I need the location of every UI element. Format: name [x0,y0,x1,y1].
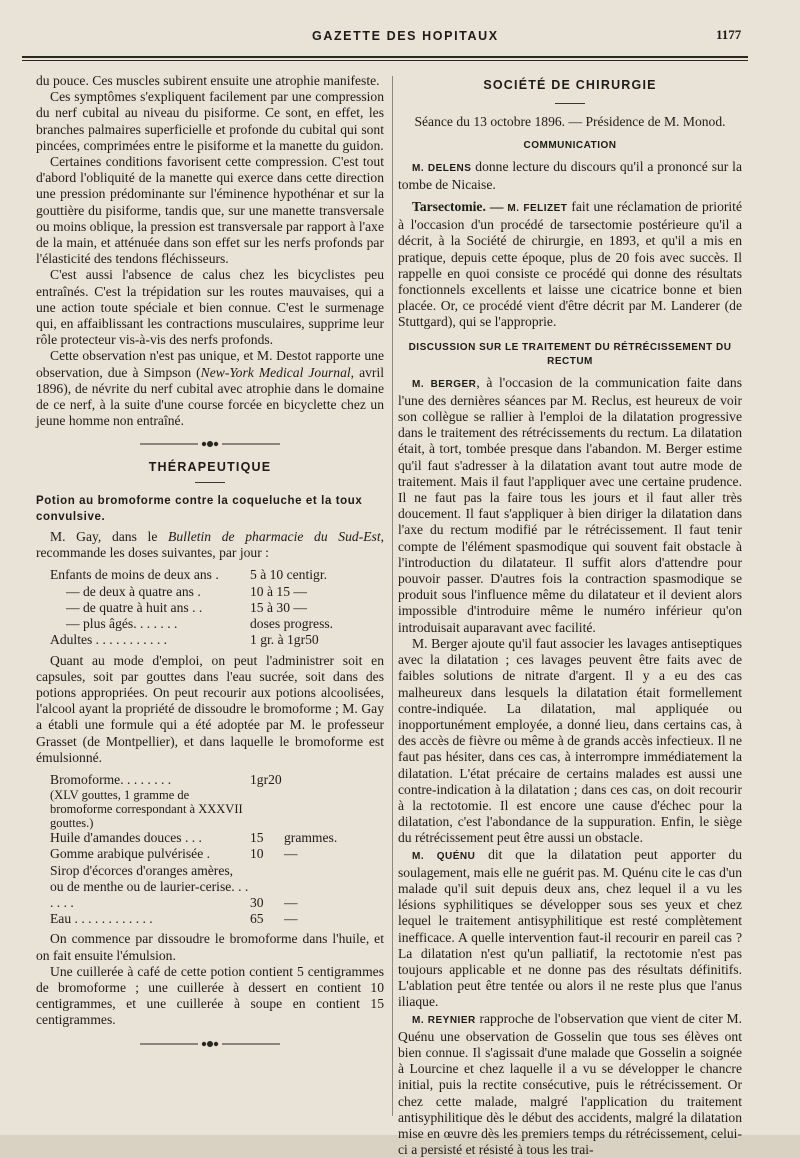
paragraph [36,348,384,429]
paragraph: Quant au mode d'emploi, on peut l'administrer soit en capsules, soit par gouttes dans l'eau sucrée, soit dans des potions appropriées. On peut recourir aux potions alcoolisées, l'alcool ayant la propriété de dissoudre le bromoforme ; M. Gay a établi une formule qui a été adoptée par M. le professeur Grasset (de Montpellier), et dans laquelle le bromoforme est émulsionné. [36,652,384,765]
speaker-name: M. DELENS [412,162,472,174]
ingredient: Eau . . . . . . . . . . . . [50,911,153,927]
paragraph: du pouce. Ces muscles subirent ensuite une atrophie manifeste. [36,73,380,88]
section-title-therapeutique: THÉRAPEUTIQUE [148,460,272,475]
ornament-divider [140,439,280,449]
table-row [50,846,350,862]
header-rule-thin [22,60,748,61]
dose-table [50,567,370,648]
quantity [250,788,284,830]
quantity: 65 [250,911,264,927]
text: , recommande les doses suivantes, par jour : [36,529,384,561]
quantity: 30 [250,894,264,910]
paragraph: C'est aussi l'absence de calus chez les bicyclistes peu entraînés. C'est la trépidation sur les routes mauvaises, qui a une action toute spéciale et bien connue. C'est le surmenage qui, en affaiblissant les contractions musculaires, supprime leur rôle protecteur vis-à-vis des nerfs profonds. [36,267,384,348]
paragraph [398,159,742,193]
dose-label: — plus âgés. . . . . . . [66,616,178,632]
recipe-table [50,772,350,927]
article-title: Potion au bromoforme contre la coqueluche et la toux convulsive. [36,494,363,523]
text: , avril 1896), de névrite du nerf cubital avec atrophie dans le domaine de ce nerf, à la suite d'une course forcée en bicyclette chez un jeune homme non entraîné. [36,364,384,429]
divider [555,103,585,104]
speaker-name: M. REYNIER [412,1014,476,1026]
journal-citation: New-York Medical Journal [200,364,351,380]
dose-value: 5 à 10 centigr. [250,567,328,583]
paragraph: M. Berger ajoute qu'il faut associer les lavages antiseptiques avec la dilatation ; ces lavages peuvent être faits avec de faibles solutions de nitrate d'argent. Il y a eu des cas malheureux dans lesquels la dilatation était formellement contre-indiquée. La dilatation, mal appliquée ou inopportunément employée, a donné lieu, dans certains cas, à des accès de fièvre ou même à de grands accès infectieux. Il ne faut pas hésiter, dans ces cas, à interrompre immédiatement la dilatation. L'état précaire de certains malades est aussi une contre-indication à la dilatation ; dans ces cas, on doit recourir à la rectotomie. Il est encore une cause d'échec pour la dilatation, c'est l'abondance de la suppuration. Enfin, le siège du rétrécissement peut être aussi un obstacle. [398,635,742,846]
paragraph: Ces symptômes s'expliquent facilement par une compression du nerf cubital au niveau du pisiforme. Ce sont, en effet, les branches palmaires superficielle et profonde du cubital qui sont pincées, comprimées entre le pisiforme et la manette du guidon. [36,89,384,153]
unit [284,788,350,830]
table-row [50,600,370,616]
subsection-discussion: DISCUSSION SUR LE TRAITEMENT DU RÉTRÉCISSEMENT DU RECTUM [408,341,732,367]
paragraph [398,847,742,1011]
dose-value: doses progress. [250,616,334,632]
ingredient: Bromoforme. . . . . . . . [50,771,172,787]
dose-label: — de deux à quatre ans . [66,583,201,599]
table-row [50,911,350,927]
text: rapproche de l'observation que vient de citer M. Quénu une observation de Gosselin que tous ses élèves ont bien connue. Il s'agissait d'une malade que Gosselin a soignée à Lourcine et chez laquelle il a vu se développer le chancre initial, puis la rectite consécutive, puis le rétrécissement. Or chez cette malade, malgré l'application du traitement antisyphilitique dès le début des accidents, malgré la dilatation mise en œuvre dès les premiers temps du rétrécissement, celui-ci a persisté et résisté à tous les trai- [398,1010,742,1158]
text: dit que la dilatation peut apporter du soulagement, mais elle ne guérit pas. M. Quénu cite le cas d'un malade qu'il suit depuis deux ans, chez lequel il a vu les lésions syphilitiques se développer sous ses yeux et chez lequel le traitement antisyphilitique est resté complètement inefficace. A quelle intervention faut-il recourir en pareil cas ? La dilatation n'est qu'un palliatif, la rectotomie n'est pas toujours applicable et ne donne pas des résultats définitifs. L'ablation peut être tentée ou alors il ne reste plus que l'anus iliaque. [398,846,742,1010]
ingredient: Sirop d'écorces d'oranges amères, ou de menthe ou de laurier-cerise. . . . . . . [50,862,249,910]
unit: — [284,846,298,862]
table-row [50,863,350,912]
header-rule [22,56,748,58]
journal-title: GAZETTE DES HOPITAUX [312,29,499,43]
quantity: 1gr20 [250,771,282,787]
journal-citation: Bulletin de pharmacie du Sud-Est [168,529,381,545]
page-number: 1177 [716,27,742,42]
paragraph: Une cuillerée à café de cette potion contient 5 centigrammes de bromoforme ; une cuillerée à dessert en contient 10 centigrammes, et une cuillerée à soupe en contient 15 centigrammes. [36,963,384,1028]
ingredient-note: (XLV gouttes, 1 gramme de bromoforme correspondant à XXXVII gouttes.) [50,788,243,831]
paragraph [398,199,742,331]
dose-label: Enfants de moins de deux ans . [50,567,219,583]
dose-value: 1 gr. à 1gr50 [250,632,319,648]
table-row [50,632,370,648]
paragraph [398,375,742,636]
text: fait une réclamation de priorité à l'occasion d'un procédé de tarsectomie postérieure qu'il a décrit, à la Société de chirurgie, en 1893, et qu'il a mis en pratique, depuis cette époque, plus de 20 fois avec succès. Il rappelle en quoi consiste ce procédé qui donne des résultats fonctionnels excellents et laisse une cicatrice bonne et bien placée. Or, ce procédé vient d'être décrit par M. Landerer (de Stuttgard), qui se l'approprie. [398,199,742,330]
section-title-societe: SOCIÉTÉ DE CHIRURGIE [483,78,657,92]
subsection-communication: COMMUNICATION [523,140,617,152]
table-row [50,772,350,788]
table-row [50,584,370,600]
dose-label: — de quatre à huit ans . . [66,599,203,615]
speaker-name: M. BERGER [412,378,477,390]
ingredient: Huile d'amandes douces . . . [50,830,202,846]
divider [195,482,225,483]
table-row [50,567,370,583]
text: Cette observation n'est pas unique, et M. Destot rapporte une observation, due à Simpson ( [36,348,384,380]
ingredient: Gomme arabique pulvérisée . [50,846,211,862]
speaker-name: M. FELIZET [507,203,568,215]
dose-value: 10 à 15 — [250,583,308,599]
unit: — [284,911,298,927]
ornament-divider [140,1039,280,1049]
running-header [0,28,800,50]
paragraph [36,529,384,561]
text: , à l'occasion de la communication faite dans l'une des dernières séances par M. Reclus, est heureux de voir son collègue se rallier à l'emploi de la dilatation progressive dans le traitement des rétrécissements du rectum. La dilatation était, à tort, tombée presque dans l'abandon. M. Berger estime qu'il faut s'adresser à la dilatation avant tout autre mode de traitement. Mais il faut l'appliquer avec une certaine prudence. Il ne faut pas la faire tous les jours et il faut aller très doucement. Il faut s'appliquer à bien diriger la dilatation dans l'axe du rectum modifié par le rétrécissement. Il faut tenir compte de l'élément spasmodique qui souvent fait obstacle à l'introduction du dilatateur. Il suffit alors d'attendre pour pouvoir passer. D'autres fois la contraction spasmodique se produit sous l'influence même du dilatateur et il devient alors impossible d'introduire même le numéro inférieur qu'on introduisait auparavant avec facilité. [398,374,743,635]
unit: — [284,894,298,910]
paragraph [398,1011,742,1158]
text: M. Gay, dans le [50,529,169,545]
paragraph: On commence par dissoudre le bromoforme dans l'huile, et on fait ensuite l'émulsion. [36,931,384,963]
quantity: 15 [250,830,264,846]
text: donne lecture du discours qu'il a prononcé sur la tombe de Nicaise. [398,158,742,192]
dose-value: 15 à 30 — [250,599,308,615]
right-column [398,73,742,1158]
unit: grammes. [284,830,338,846]
dose-label: Adultes . . . . . . . . . . . [50,632,168,648]
topic-title: Tarsectomie. — [412,199,508,215]
paragraph: Certaines conditions favorisent cette compression. C'est tout d'abord l'obliquité de la manette qui exerce dans cette direction une pression prédominante sur l'éminence hypothénar et sur la gouttière du pisiforme, tandis que, sur une manette transversale ou moins oblique, la pression est transversale par rapport à l'axe de la main, et atténuée dans son effet sur les nerfs profonds par l'élasticité des tendons fléchisseurs. [36,154,384,267]
left-column [36,73,384,1059]
session-line: Séance du 13 octobre 1896. — Présidence de M. Monod. [414,114,726,130]
column-divider [392,76,393,1116]
speaker-name: M. QUÉNU [412,850,476,862]
quantity: 10 [250,846,264,862]
unit [284,772,350,788]
table-row [50,830,350,846]
table-row [50,616,370,632]
table-row [50,788,350,830]
